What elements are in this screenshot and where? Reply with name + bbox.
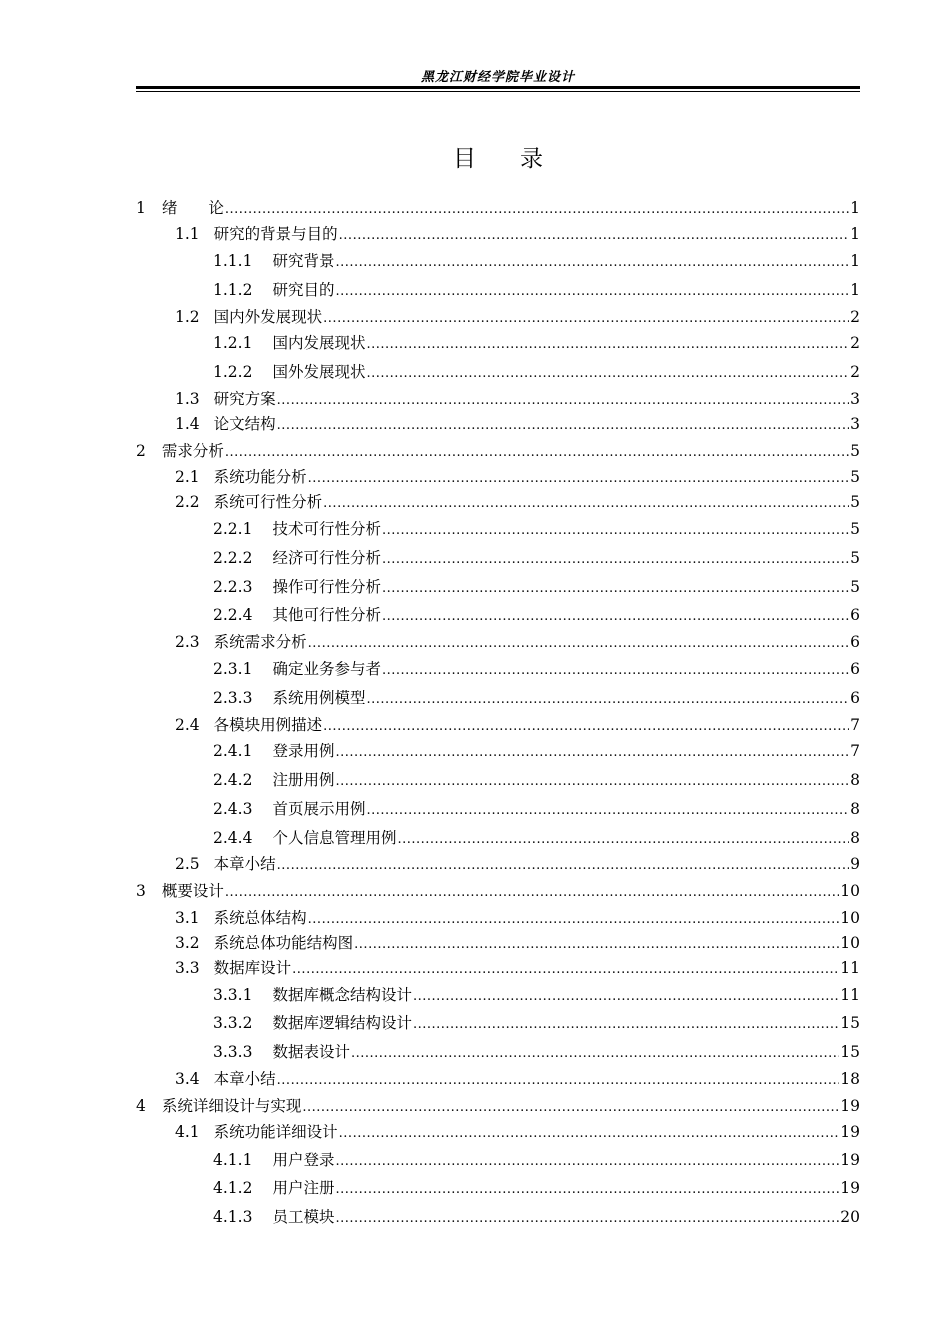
toc-entry-number: 4.1 — [175, 1123, 200, 1141]
toc-entry-leader — [335, 1150, 839, 1170]
toc-entry-page: 2 — [850, 334, 860, 352]
toc-entry-title: 研究目的 — [272, 281, 335, 299]
toc-entry-title: 注册用例 — [272, 771, 335, 789]
toc-entry-title: 研究方案 — [213, 390, 276, 408]
toc-entry[interactable] — [136, 881, 860, 901]
toc-entry[interactable] — [175, 1122, 860, 1142]
toc-entry-number: 2.2.2 — [213, 549, 253, 567]
toc-entry-page: 1 — [850, 199, 860, 217]
toc-entry-page: 19 — [840, 1123, 860, 1141]
toc-entry-leader — [225, 441, 849, 461]
toc-entry-page: 9 — [850, 855, 860, 873]
toc-entry-number: 1.2 — [175, 308, 200, 326]
toc-entry-leader — [413, 985, 839, 1005]
toc-entry[interactable] — [213, 1207, 860, 1227]
toc-entry[interactable] — [213, 1042, 860, 1062]
toc-entry-number: 2.4.4 — [213, 829, 253, 847]
toc-entry-number: 2.5 — [175, 855, 200, 873]
toc-entry-title: 技术可行性分析 — [272, 520, 381, 538]
toc-entry-page: 5 — [850, 549, 860, 567]
toc-entry-number: 1.3 — [175, 390, 200, 408]
toc-entry-number: 2.4.2 — [213, 771, 253, 789]
toc-entry-title: 系统总体功能结构图 — [213, 934, 354, 952]
toc-entry-page: 11 — [840, 959, 860, 977]
toc-entry[interactable] — [175, 1069, 860, 1089]
toc-entry-title: 国内外发展现状 — [213, 308, 323, 326]
toc-entry-number: 3.4 — [175, 1070, 200, 1088]
toc-entry-number: 4.1.2 — [213, 1179, 253, 1197]
toc-entry-title: 研究的背景与目的 — [213, 225, 338, 243]
toc-entry-page: 6 — [850, 633, 860, 651]
toc-entry-title: 用户注册 — [272, 1179, 335, 1197]
toc-entry-title: 系统总体结构 — [213, 909, 307, 927]
toc-entry[interactable] — [213, 985, 860, 1005]
toc-entry-leader — [339, 224, 849, 244]
toc-entry-page: 15 — [840, 1043, 860, 1061]
toc-entry-title: 数据库概念结构设计 — [272, 986, 412, 1004]
toc-entry-title: 系统用例模型 — [272, 689, 366, 707]
toc-entry-leader — [339, 1122, 840, 1142]
toc-entry-leader — [335, 251, 849, 271]
toc-entry-leader — [366, 688, 849, 708]
toc-entry-title: 本章小结 — [213, 1070, 276, 1088]
toc-entry-number: 3 — [136, 882, 146, 900]
toc-entry-title: 系统需求分析 — [213, 633, 307, 651]
toc-entry-page: 3 — [850, 415, 860, 433]
toc-entry-title: 国外发展现状 — [272, 363, 366, 381]
toc-entry[interactable] — [213, 362, 860, 382]
toc-entry[interactable] — [213, 251, 860, 271]
toc-entry[interactable] — [213, 548, 860, 568]
toc-entry-page: 6 — [850, 606, 860, 624]
toc-entry-leader — [323, 492, 849, 512]
toc-entry-leader — [277, 389, 849, 409]
toc-entry-leader — [225, 881, 839, 901]
toc-entry[interactable] — [175, 307, 860, 327]
toc-entry-leader — [354, 933, 839, 953]
toc-entry-title: 国内发展现状 — [272, 334, 366, 352]
toc-entry-number: 4.1.3 — [213, 1208, 253, 1226]
toc-entry-page: 5 — [850, 442, 860, 460]
toc-entry-leader — [382, 548, 849, 568]
toc-entry[interactable] — [136, 1096, 860, 1116]
toc-entry-page: 19 — [840, 1179, 860, 1197]
toc-entry-leader — [351, 1042, 839, 1062]
toc-entry-number: 2.4.3 — [213, 800, 253, 818]
toc-entry[interactable] — [175, 492, 860, 512]
toc-entry-page: 7 — [850, 742, 860, 760]
toc-entry-title: 研究背景 — [272, 252, 335, 270]
toc-entry[interactable] — [213, 519, 860, 539]
toc-entry[interactable] — [213, 659, 860, 679]
toc-entry-title: 论文结构 — [213, 415, 276, 433]
toc-entry-number: 2 — [136, 442, 146, 460]
toc-entry-leader — [308, 908, 840, 928]
toc-entry-title: 经济可行性分析 — [272, 549, 381, 567]
toc-entry-number: 2.4 — [175, 716, 200, 734]
toc-entry-title: 首页展示用例 — [272, 800, 366, 818]
toc-entry-leader — [323, 307, 849, 327]
toc-entry-page: 5 — [850, 468, 860, 486]
toc-entry-leader — [308, 632, 849, 652]
toc-entry-number: 2.4.1 — [213, 742, 253, 760]
toc-entry-leader — [308, 467, 849, 487]
toc-entry[interactable] — [175, 715, 860, 735]
toc-entry-leader — [366, 799, 849, 819]
toc-entry[interactable] — [213, 688, 860, 708]
toc-entry-page: 6 — [850, 660, 860, 678]
toc-entry-page: 5 — [850, 578, 860, 596]
toc-entry-leader — [382, 577, 849, 597]
toc-entry-number: 4.1.1 — [213, 1151, 253, 1169]
toc-entry-page: 8 — [850, 829, 860, 847]
toc-entry[interactable] — [213, 1178, 860, 1198]
toc-entry-title: 用户登录 — [272, 1151, 335, 1169]
toc-entry-number: 2.2 — [175, 493, 200, 511]
toc-entry-title: 员工模块 — [272, 1208, 335, 1226]
toc-entry-number: 1 — [136, 199, 146, 217]
toc-entry-leader — [335, 280, 849, 300]
toc-entry-leader — [382, 519, 849, 539]
toc-title-char-1: 目 — [453, 146, 476, 172]
toc-entry-title: 系统可行性分析 — [213, 493, 323, 511]
toc-entry-title: 数据表设计 — [272, 1043, 350, 1061]
toc-entry[interactable] — [213, 1150, 860, 1170]
toc-entry-leader — [302, 1096, 839, 1116]
toc-entry-page: 11 — [840, 986, 860, 1004]
toc-entry-number: 3.3.3 — [213, 1043, 253, 1061]
toc-entry-number: 2.2.4 — [213, 606, 253, 624]
toc-entry-leader — [335, 1178, 839, 1198]
toc-entry-title: 本章小结 — [213, 855, 276, 873]
toc-entry[interactable] — [213, 280, 860, 300]
toc-entry-page: 7 — [850, 716, 860, 734]
toc-entry[interactable] — [136, 198, 860, 218]
toc-entry-page: 10 — [840, 882, 860, 900]
toc-entry[interactable] — [175, 958, 860, 978]
toc-entry-page: 10 — [840, 909, 860, 927]
toc-entry[interactable] — [175, 933, 860, 953]
toc-entry[interactable] — [213, 333, 860, 353]
toc-entry-title: 确定业务参与者 — [272, 660, 381, 678]
toc-entry-number: 2.1 — [175, 468, 200, 486]
toc-entry-leader — [277, 414, 849, 434]
toc-entry-number: 3.3.1 — [213, 986, 253, 1004]
toc-entry[interactable] — [175, 414, 860, 434]
toc-entry-page: 5 — [850, 493, 860, 511]
toc-entry-title: 系统详细设计与实现 — [161, 1097, 302, 1115]
toc-entry-number: 3.3 — [175, 959, 200, 977]
toc-entry-title: 数据库逻辑结构设计 — [272, 1014, 412, 1032]
toc-entry[interactable] — [136, 441, 860, 461]
toc-entry-page: 6 — [850, 689, 860, 707]
toc-entry-title: 绪 论 — [161, 199, 224, 217]
toc-entry-number: 2.3 — [175, 633, 200, 651]
toc-entry-leader — [335, 770, 849, 790]
toc-entry-leader — [413, 1013, 839, 1033]
toc-entry[interactable] — [175, 224, 860, 244]
toc-title-char-2: 录 — [520, 146, 543, 172]
toc-entry-leader — [277, 854, 849, 874]
toc-entry-leader — [382, 659, 849, 679]
toc-entry-leader — [225, 198, 849, 218]
toc-entry-leader — [335, 1207, 839, 1227]
toc-entry-page: 1 — [850, 281, 860, 299]
toc-entry-title: 数据库设计 — [213, 959, 292, 977]
toc-entry-leader — [366, 362, 849, 382]
toc-entry-leader — [382, 605, 849, 625]
toc-entry[interactable] — [175, 854, 860, 874]
toc-entry-number: 3.1 — [175, 909, 200, 927]
toc-entry-page: 1 — [850, 225, 860, 243]
toc-entry-number: 2.2.3 — [213, 578, 253, 596]
toc-entry-number: 3.2 — [175, 934, 200, 952]
toc-entry[interactable] — [175, 389, 860, 409]
toc-entry[interactable] — [213, 741, 860, 761]
toc-entry-title: 登录用例 — [272, 742, 335, 760]
toc-entry-page: 15 — [840, 1014, 860, 1032]
header-title: 黑龙江财经学院毕业设计 — [420, 70, 575, 85]
toc-entry-number: 1.4 — [175, 415, 200, 433]
toc-entry-leader — [292, 958, 839, 978]
toc-entry-page: 8 — [850, 771, 860, 789]
toc-entry-page: 8 — [850, 800, 860, 818]
toc-entry-title: 个人信息管理用例 — [272, 829, 397, 847]
toc-entry-number: 1.2.1 — [213, 334, 253, 352]
toc-entry-page: 2 — [850, 308, 860, 326]
toc-entry-page: 5 — [850, 520, 860, 538]
toc-entry-page: 18 — [840, 1070, 860, 1088]
toc-entry-title: 操作可行性分析 — [272, 578, 381, 596]
toc-entry-number: 1.1 — [175, 225, 200, 243]
toc-entry-leader — [335, 741, 849, 761]
toc-entry-number: 2.3.3 — [213, 689, 253, 707]
toc-entry[interactable] — [213, 577, 860, 597]
toc-entry-page: 19 — [840, 1151, 860, 1169]
toc-entry-title: 各模块用例描述 — [213, 716, 323, 734]
toc-entry-page: 1 — [850, 252, 860, 270]
toc-entry-page: 3 — [850, 390, 860, 408]
toc-entry[interactable] — [175, 632, 860, 652]
toc-entry-leader — [366, 333, 849, 353]
toc-entry-leader — [323, 715, 849, 735]
toc-entry-number: 4 — [136, 1097, 146, 1115]
toc-entry-title: 系统功能分析 — [213, 468, 307, 486]
toc-entry-number: 3.3.2 — [213, 1014, 253, 1032]
toc-entry-page: 19 — [840, 1097, 860, 1115]
toc-entry[interactable] — [213, 828, 860, 848]
toc-entry[interactable] — [213, 770, 860, 790]
toc-entry-number: 1.2.2 — [213, 363, 253, 381]
toc-entry-title: 其他可行性分析 — [272, 606, 381, 624]
toc-entry-number: 2.3.1 — [213, 660, 253, 678]
toc-entry-title: 需求分析 — [161, 442, 224, 460]
toc-entry[interactable] — [213, 1013, 860, 1033]
toc-entry-title: 系统功能详细设计 — [213, 1123, 338, 1141]
toc-entry[interactable] — [175, 908, 860, 928]
toc-entry-page: 10 — [840, 934, 860, 952]
toc-entry[interactable] — [213, 605, 860, 625]
toc-entry-number: 2.2.1 — [213, 520, 253, 538]
toc-entry[interactable] — [213, 799, 860, 819]
toc-entry-leader — [397, 828, 849, 848]
toc-entry-page: 20 — [840, 1208, 860, 1226]
toc-entry-page: 2 — [850, 363, 860, 381]
toc-entry-number: 1.1.1 — [213, 252, 253, 270]
toc-entry-number: 1.1.2 — [213, 281, 253, 299]
toc-entry-title: 概要设计 — [161, 882, 224, 900]
toc-entry-leader — [277, 1069, 840, 1089]
toc-entry[interactable] — [175, 467, 860, 487]
